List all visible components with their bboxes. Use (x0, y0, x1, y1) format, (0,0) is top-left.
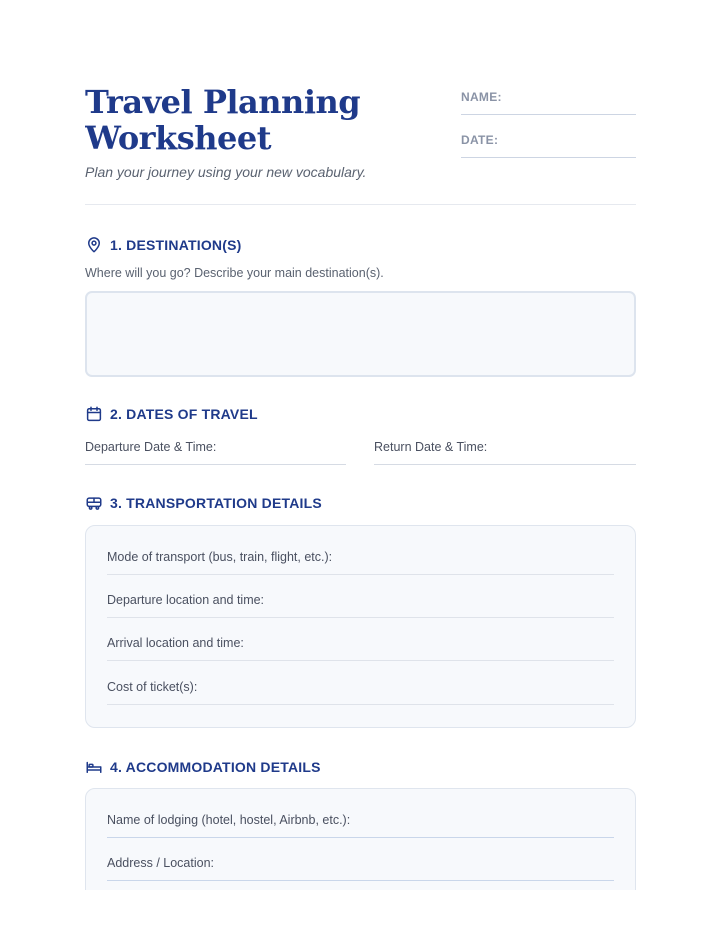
transportation-card (85, 525, 636, 728)
transport-arrival-label: Arrival location and time: (107, 636, 244, 650)
section-dates-title: 2. DATES OF TRAVEL (110, 406, 258, 422)
section-accommodation-title: 4. ACCOMMODATION DETAILS (110, 759, 321, 775)
page-title: Travel Planning Worksheet (85, 83, 361, 157)
name-field[interactable] (461, 90, 636, 115)
lodging-address-field[interactable] (107, 856, 614, 881)
section-transportation-heading (85, 492, 322, 514)
lodging-name-field[interactable] (107, 813, 614, 838)
date-field[interactable] (461, 133, 636, 158)
lodging-address-label: Address / Location: (107, 856, 215, 870)
header-divider (85, 204, 636, 205)
transport-departure-field[interactable] (107, 593, 614, 618)
section-accommodation-heading (85, 756, 321, 778)
ticket-cost-label: Cost of ticket(s): (107, 680, 198, 694)
departure-date-label: Departure Date & Time: (85, 440, 217, 454)
section-dates-heading (85, 403, 258, 425)
destination-prompt: Where will you go? Describe your main destination(s). (85, 266, 384, 280)
return-date-label: Return Date & Time: (374, 440, 488, 454)
bus-icon (85, 494, 103, 512)
accommodation-card (85, 788, 636, 890)
transport-mode-label: Mode of transport (bus, train, flight, etc.): (107, 550, 333, 564)
lodging-name-label: Name of lodging (hotel, hostel, Airbnb, etc.): (107, 813, 351, 827)
transport-mode-field[interactable] (107, 550, 614, 575)
name-label: NAME: (461, 90, 502, 104)
return-date-field[interactable] (374, 440, 636, 465)
transport-departure-label: Departure location and time: (107, 593, 265, 607)
map-pin-icon (85, 236, 103, 254)
transport-arrival-field[interactable] (107, 636, 614, 661)
worksheet-page (85, 0, 636, 890)
calendar-icon (85, 405, 103, 423)
page-subtitle: Plan your journey using your new vocabulary. (85, 164, 367, 180)
bed-icon (85, 758, 103, 776)
section-destination-title: 1. DESTINATION(S) (110, 237, 242, 253)
departure-date-field[interactable] (85, 440, 346, 465)
section-destination-heading (85, 234, 241, 256)
section-transportation-title: 3. TRANSPORTATION DETAILS (110, 495, 322, 511)
date-label: DATE: (461, 133, 499, 147)
ticket-cost-field[interactable] (107, 680, 614, 705)
destination-textarea[interactable] (85, 291, 636, 377)
